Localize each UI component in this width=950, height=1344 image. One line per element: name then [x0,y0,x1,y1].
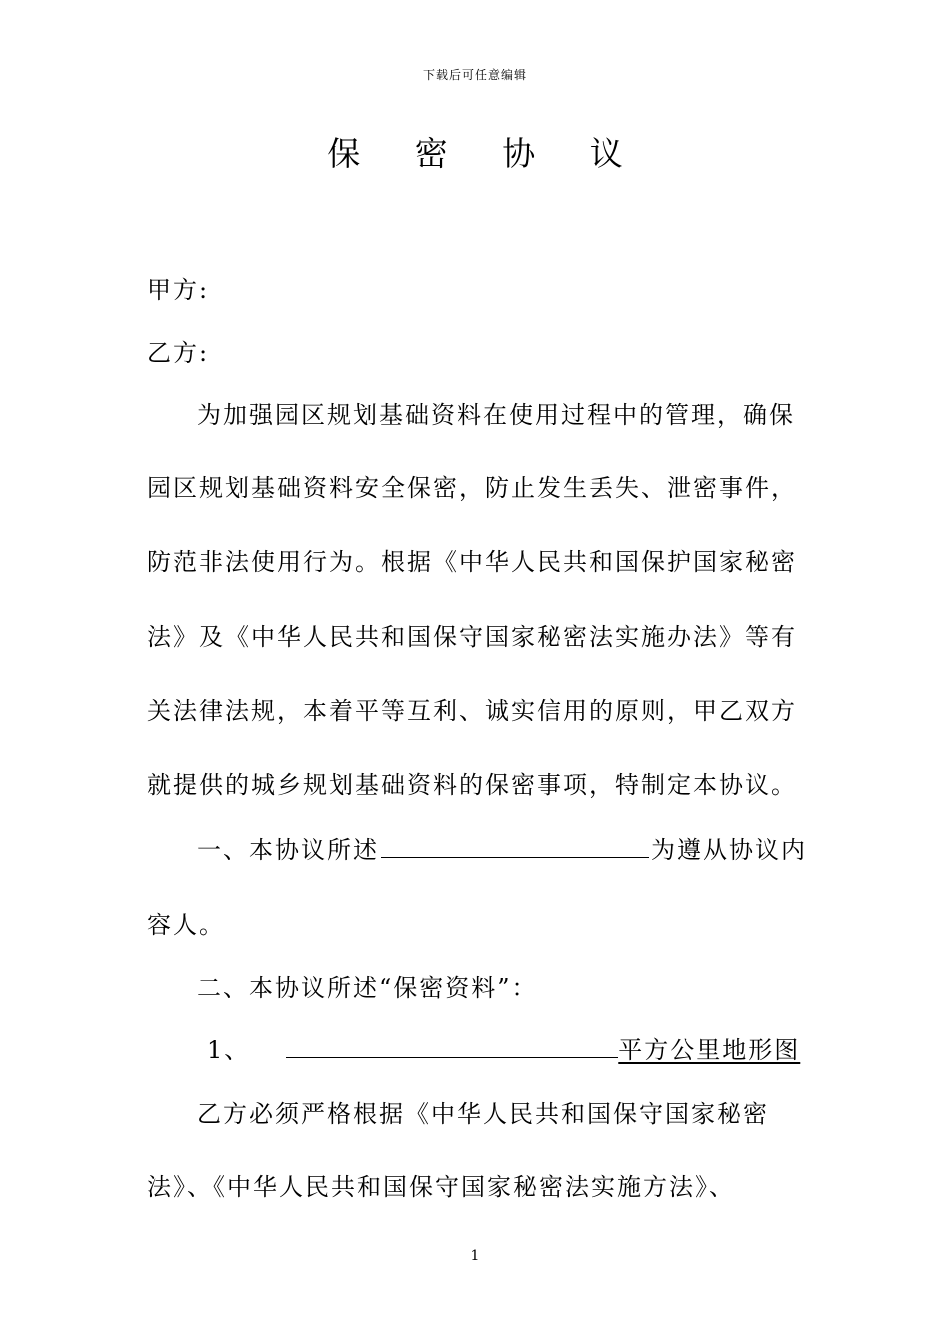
clause-one-continuation: 容人。 [147,911,225,939]
intro-line: 就提供的城乡规划基础资料的保密事项，特制定本协议。 [147,771,797,799]
intro-line: 为加强园区规划基础资料在使用过程中的管理，确保 [197,401,795,429]
area-blank[interactable] [286,1035,618,1058]
obligation-line: 乙方必须严格根据《中华人民共和国保守国家秘密 [197,1100,769,1128]
document-title: 保 密 协 议 [327,134,645,173]
header-note: 下载后可任意编辑 [422,68,527,82]
item-number: 1、 [207,1036,251,1064]
party-b-label: 乙方: [147,339,210,367]
party-name-blank[interactable] [381,835,649,858]
intro-line: 防范非法使用行为。根据《中华人民共和国保护国家秘密 [147,548,797,576]
page-number: 1 [470,1248,480,1264]
intro-line: 园区规划基础资料安全保密，防止发生丢失、泄密事件， [147,474,797,502]
clause-one [197,830,807,865]
confidential-item [207,1030,800,1065]
intro-line: 关法律法规，本着平等互利、诚实信用的原则，甲乙双方 [147,697,797,725]
intro-line: 法》及《中华人民共和国保守国家秘密法实施办法》等有 [147,623,797,651]
clause-one-suffix: 为遵从协议内 [651,836,807,864]
clause-one-prefix: 一、本协议所述 [197,836,379,864]
obligation-line: 法》、《中华人民共和国保守国家秘密法实施方法》、 [147,1173,735,1201]
party-a-label: 甲方: [147,276,210,304]
item-text: 平方公里地形图 [618,1036,801,1064]
clause-two: 二、本协议所述“保密资料”： [197,974,538,1002]
